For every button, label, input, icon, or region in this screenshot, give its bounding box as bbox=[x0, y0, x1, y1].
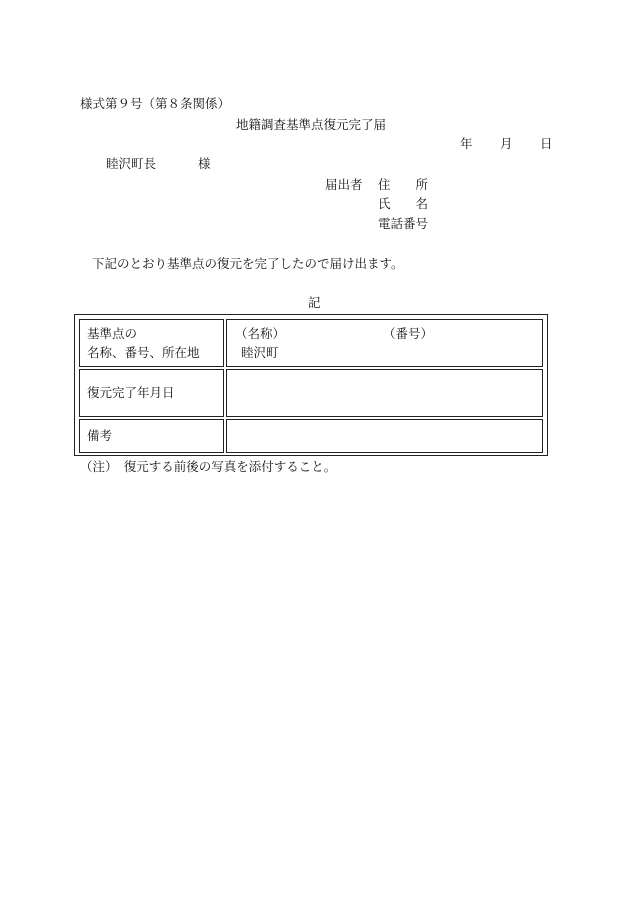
number-field-label: （番号） bbox=[383, 325, 434, 341]
footnote: （注） 復元する前後の写真を添付すること。 bbox=[80, 459, 337, 474]
completion-date-value-cell[interactable] bbox=[226, 369, 543, 417]
addressee-name: 睦沢町長 bbox=[106, 156, 157, 171]
applicant-phone-label: 電話番号 bbox=[378, 216, 429, 231]
document-title: 地籍調査基準点復元完了届 bbox=[236, 117, 387, 132]
date-month-label: 月 bbox=[500, 136, 513, 151]
remarks-value-cell[interactable] bbox=[226, 419, 543, 453]
location-town: 睦沢町 bbox=[241, 345, 279, 360]
report-table bbox=[74, 314, 548, 456]
date-day-label: 日 bbox=[540, 136, 553, 151]
date-year-label: 年 bbox=[460, 136, 473, 151]
reference-point-label-cell bbox=[79, 319, 224, 367]
applicant-address-label: 住 所 bbox=[378, 177, 429, 192]
reference-point-label-line2: 名称、番号、所在地 bbox=[87, 345, 200, 360]
remarks-label: 備考 bbox=[79, 419, 224, 453]
addressee-honorific: 様 bbox=[198, 156, 211, 171]
table-row-reference-point bbox=[79, 319, 543, 367]
applicant-label: 届出者 bbox=[325, 177, 363, 192]
ki-heading: 記 bbox=[308, 295, 321, 310]
reference-point-label-line1: 基準点の bbox=[87, 325, 138, 341]
completion-date-label: 復元完了年月日 bbox=[79, 369, 224, 417]
body-text: 下記のとおり基準点の復元を完了したので届け出ます。 bbox=[92, 256, 404, 271]
table-row-remarks bbox=[79, 419, 543, 453]
reference-point-value-cell[interactable] bbox=[226, 319, 543, 367]
form-number: 様式第９号（第８条関係） bbox=[80, 96, 231, 111]
table-row-completion-date bbox=[79, 369, 543, 417]
applicant-name-label: 氏 名 bbox=[378, 196, 429, 211]
name-field-label: （名称） bbox=[235, 325, 286, 341]
